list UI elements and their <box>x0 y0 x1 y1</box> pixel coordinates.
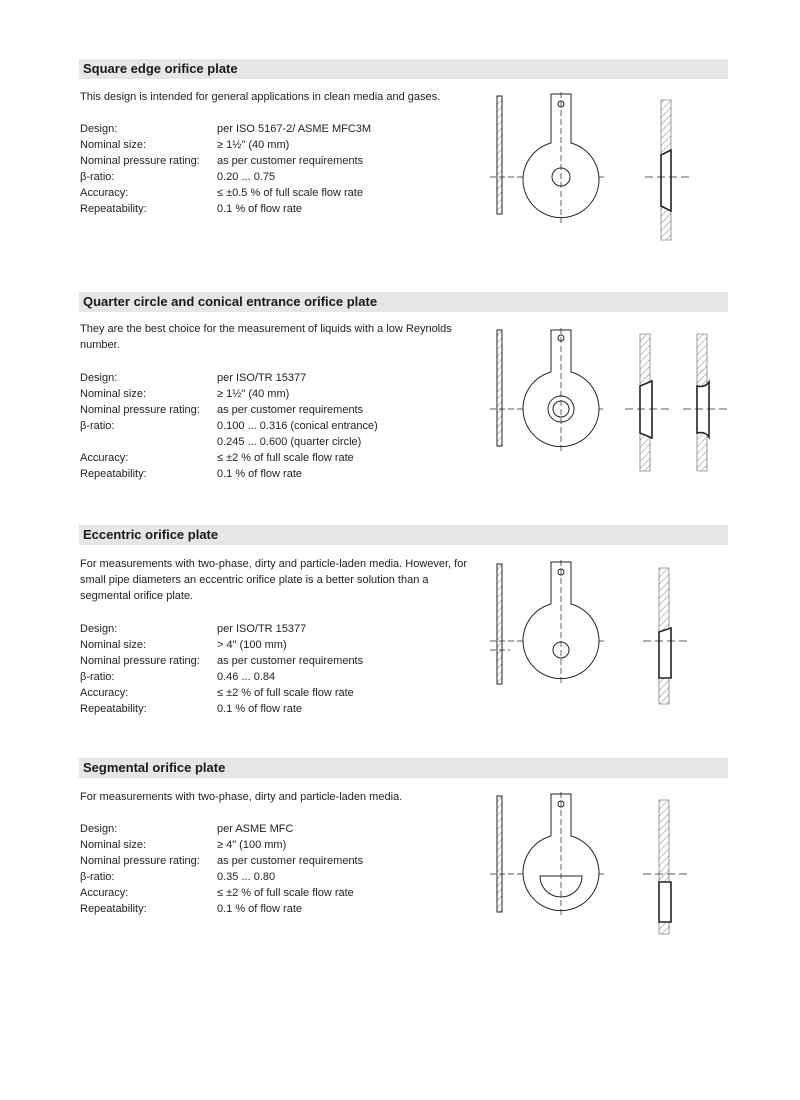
section-intro: For measurements with two-phase, dirty and particle-laden media. However, for small pipe diameters an eccentric orifice plate is a better solution than a segmental orifice plate. <box>80 558 468 602</box>
conical-pipe-wall-bottom <box>640 433 650 471</box>
spec-row <box>80 653 363 669</box>
spec-value: per ASME MFC <box>217 823 294 835</box>
section-intro: They are the best choice for the measurement of liquids with a low Reynolds number. <box>80 323 452 351</box>
spec-row <box>80 901 363 917</box>
spec-row <box>80 418 378 434</box>
spec-label: Accuracy: <box>80 887 129 899</box>
side-view-plate <box>497 96 502 214</box>
spec-label: Nominal pressure rating: <box>80 655 200 667</box>
spec-row <box>80 621 363 637</box>
spec-row <box>80 450 378 466</box>
spec-value: ≥ 1½" (40 mm) <box>217 139 290 151</box>
spec-row <box>80 402 378 418</box>
spec-label: Design: <box>80 372 118 384</box>
spec-label: Nominal size: <box>80 388 147 400</box>
spec-value: per ISO 5167-2/ ASME MFC3M <box>217 123 372 135</box>
spec-label: β-ratio: <box>80 671 115 683</box>
side-view-plate <box>497 796 502 912</box>
spec-label: Nominal size: <box>80 139 147 151</box>
spec-label <box>80 434 217 450</box>
spec-row <box>80 637 363 653</box>
spec-row <box>80 137 371 153</box>
pipe-wall-top <box>659 568 669 632</box>
spec-value: 0.100 ... 0.316 (conical entrance) <box>217 420 378 432</box>
spec-label: Design: <box>80 823 118 835</box>
spec-value: ≥ 4" (100 mm) <box>217 839 287 851</box>
spec-row <box>80 669 363 685</box>
spec-label: β-ratio: <box>80 171 115 183</box>
spec-row <box>80 853 363 869</box>
spec-row <box>80 685 363 701</box>
spec-table <box>80 370 378 482</box>
spec-value: as per customer requirements <box>217 855 364 867</box>
quarter-circle-orifice-drawing <box>485 326 730 474</box>
spec-row <box>80 466 378 482</box>
spec-label: Accuracy: <box>80 187 129 199</box>
spec-value: 0.245 ... 0.600 (quarter circle) <box>217 436 362 448</box>
section-intro: For measurements with two-phase, dirty and particle-laden media. <box>80 791 403 803</box>
spec-table <box>80 821 363 917</box>
quarter-circle-section <box>697 382 709 437</box>
orifice-section <box>659 628 671 678</box>
spec-label: β-ratio: <box>80 871 115 883</box>
spec-row <box>80 701 363 717</box>
spec-value: ≥ 1½" (40 mm) <box>217 388 290 400</box>
pipe-wall-bottom <box>659 678 669 704</box>
spec-row <box>80 434 378 450</box>
spec-label: Repeatability: <box>80 203 147 215</box>
section-title: Quarter circle and conical entrance orifice plate <box>79 292 728 312</box>
spec-row <box>80 169 371 185</box>
spec-label: Nominal pressure rating: <box>80 404 200 416</box>
spec-value: as per customer requirements <box>217 655 364 667</box>
spec-label: β-ratio: <box>80 420 115 432</box>
spec-row <box>80 153 371 169</box>
section-title: Square edge orifice plate <box>79 59 728 79</box>
spec-label: Nominal pressure rating: <box>80 155 200 167</box>
spec-label: Nominal size: <box>80 639 147 651</box>
section-intro: This design is intended for general applications in clean media and gases. <box>80 91 441 103</box>
spec-value: 0.1 % of flow rate <box>217 468 302 480</box>
spec-row <box>80 185 371 201</box>
spec-row <box>80 837 363 853</box>
spec-value: 0.1 % of flow rate <box>217 703 302 715</box>
segment-section <box>659 882 671 922</box>
spec-value: 0.1 % of flow rate <box>217 903 302 915</box>
spec-row <box>80 370 378 386</box>
square-edge-orifice-drawing <box>485 88 705 243</box>
spec-value: ≤ ±2 % of full scale flow rate <box>217 687 354 699</box>
segmental-orifice-drawing <box>485 792 705 940</box>
spec-value: ≤ ±2 % of full scale flow rate <box>217 452 354 464</box>
spec-label: Design: <box>80 623 118 635</box>
spec-row <box>80 386 378 402</box>
spec-value: > 4" (100 mm) <box>217 639 287 651</box>
spec-value: 0.1 % of flow rate <box>217 203 302 215</box>
spec-label: Accuracy: <box>80 687 129 699</box>
section-title: Segmental orifice plate <box>79 758 728 778</box>
pipe-wall-top <box>659 800 669 882</box>
spec-label: Accuracy: <box>80 452 129 464</box>
pipe-wall-top <box>661 100 671 155</box>
quarter-pipe-wall-bottom <box>697 433 707 471</box>
spec-label: Repeatability: <box>80 903 147 915</box>
pipe-wall-bottom <box>659 922 669 934</box>
spec-label: Repeatability: <box>80 468 147 480</box>
spec-row <box>80 821 363 837</box>
side-view-plate <box>497 564 502 684</box>
eccentric-orifice-drawing <box>485 560 705 708</box>
spec-label: Nominal pressure rating: <box>80 855 200 867</box>
section-title: Eccentric orifice plate <box>79 525 728 545</box>
spec-value: as per customer requirements <box>217 155 364 167</box>
spec-table <box>80 121 371 217</box>
spec-row <box>80 201 371 217</box>
spec-table <box>80 621 363 717</box>
spec-row <box>80 121 371 137</box>
spec-value: per ISO/TR 15377 <box>217 372 307 384</box>
side-view-plate <box>497 330 502 446</box>
spec-value: 0.46 ... 0.84 <box>217 671 276 683</box>
spec-row <box>80 885 363 901</box>
spec-value: 0.35 ... 0.80 <box>217 871 276 883</box>
spec-label: Design: <box>80 123 118 135</box>
spec-value: ≤ ±0.5 % of full scale flow rate <box>217 187 363 199</box>
spec-row <box>80 869 363 885</box>
spec-label: Repeatability: <box>80 703 147 715</box>
spec-value: ≤ ±2 % of full scale flow rate <box>217 887 354 899</box>
spec-value: per ISO/TR 15377 <box>217 623 307 635</box>
spec-value: as per customer requirements <box>217 404 364 416</box>
spec-label: Nominal size: <box>80 839 147 851</box>
quarter-pipe-wall-top <box>697 334 707 386</box>
conical-entrance-section <box>640 381 652 438</box>
orifice-section <box>661 150 671 211</box>
conical-pipe-wall-top <box>640 334 650 386</box>
spec-value: 0.20 ... 0.75 <box>217 171 276 183</box>
